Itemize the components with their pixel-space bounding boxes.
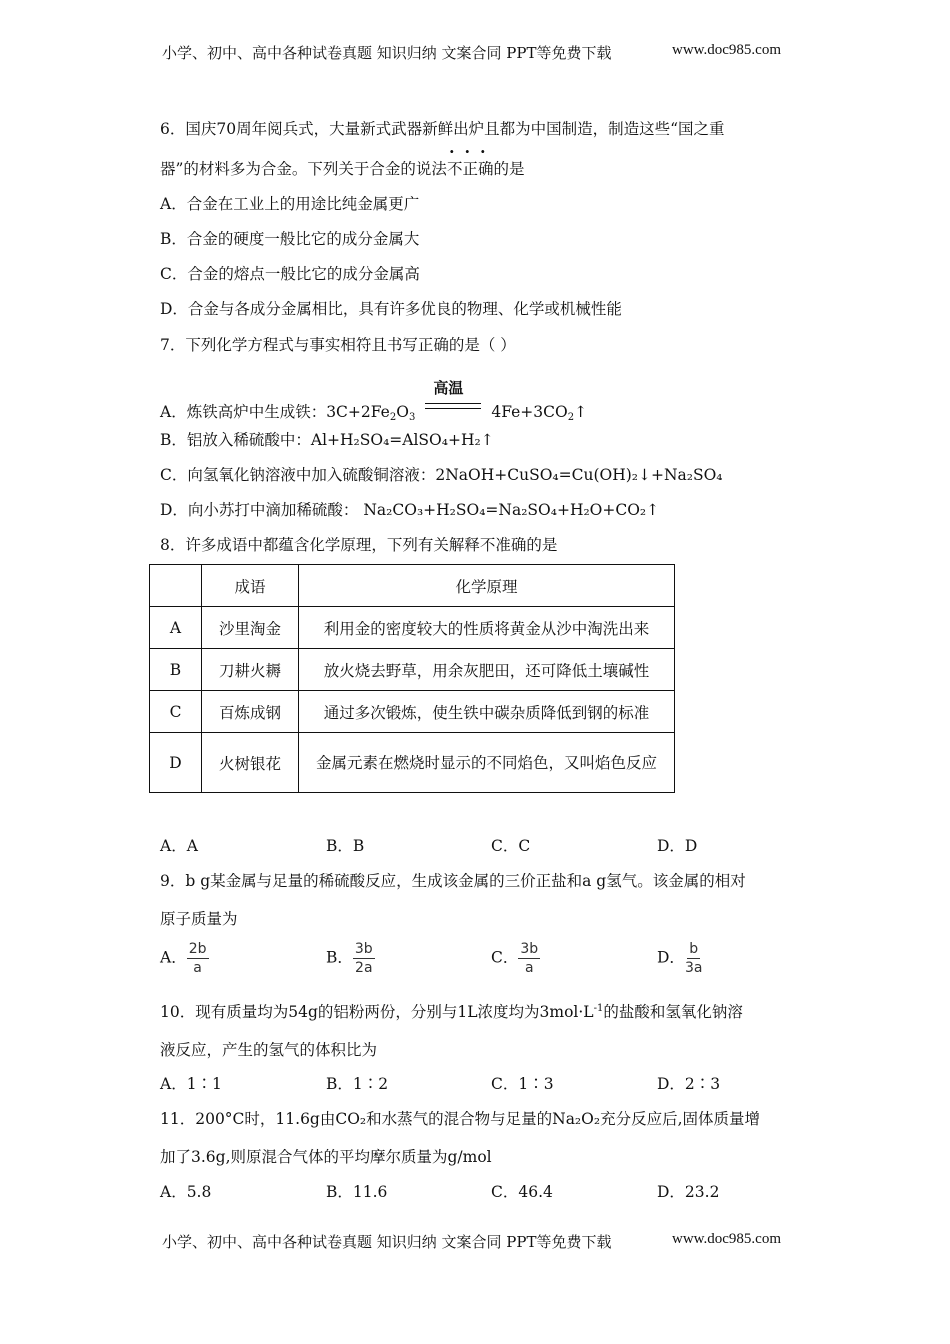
q10-line1-post: 的盐酸和氢氧化钠溶: [603, 1003, 743, 1021]
q8-option-c: C．C: [491, 837, 531, 855]
table-header-cell: 成语: [202, 565, 299, 607]
q7-option-d: D．向小苏打中滴加稀硫酸： Na₂CO₃+H₂SO₄=Na₂SO₄+H₂O+CO₂↑: [160, 501, 660, 519]
q10-line1: [160, 1000, 743, 1022]
numerator: 3b: [520, 941, 539, 957]
q8-option-b: B．B: [326, 837, 365, 855]
table-cell: 沙里淘金: [202, 607, 299, 649]
table-row: [150, 649, 675, 691]
q10-line2: 液反应，产生的氢气的体积比为: [160, 1041, 378, 1059]
footer-text: 小学、初中、高中各种试卷真题 知识归纳 文案合同 PPT等免费下载: [162, 1233, 612, 1251]
q11-line2: 加了3.6g,则原混合气体的平均摩尔质量为g/mol: [160, 1148, 492, 1166]
table-cell: [299, 733, 675, 793]
option-label: D．: [657, 948, 685, 967]
q8-stem: 8．许多成语中都蕴含化学原理，下列有关解释不准确的是: [160, 536, 558, 554]
q8-option-a: A．A: [160, 837, 198, 855]
q8-option-d: D．D: [657, 837, 698, 855]
table-cell: 利用金的密度较大的性质将黄金从沙中淘洗出来: [299, 607, 675, 649]
q11-option-c: C．46.4: [491, 1183, 553, 1201]
table-cell: A: [150, 607, 202, 649]
q6-emphasis: [447, 160, 494, 178]
table-cell: 通过多次锻炼，使生铁中碳杂质降低到钢的标准: [299, 691, 675, 733]
table-cell: B: [150, 649, 202, 691]
q6-line2-pre: 器”的材料多为合金。下列关于合金的说法: [160, 160, 447, 178]
q7-a-post: 4Fe+3CO: [491, 403, 568, 421]
table-row: [150, 607, 675, 649]
numerator: 3b: [354, 941, 373, 957]
q7-option-a: [160, 379, 588, 423]
emphasis-char: 确: [477, 160, 494, 178]
emphasis-char: 不: [446, 160, 463, 178]
table-cell: 刀耕火耨: [202, 649, 299, 691]
table-row: [150, 733, 675, 793]
q10-sup: -1: [593, 1003, 604, 1014]
table-cell: D: [150, 733, 202, 793]
emphasis-char: 正: [462, 160, 478, 178]
q7-option-b: B．铝放入稀硫酸中：Al+H₂SO₄=AlSO₄+H₂↑: [160, 431, 494, 449]
fraction: [187, 940, 209, 977]
table-cell: C: [150, 691, 202, 733]
q6-option-b: B．合金的硬度一般比它的成分金属大: [160, 230, 420, 248]
q9-option-a: [160, 940, 209, 977]
table-cell: 百炼成钢: [202, 691, 299, 733]
q6-option-a: A．合金在工业上的用途比纯金属更广: [160, 195, 420, 213]
q6-option-d: D．合金与各成分金属相比，具有许多优良的物理、化学或机械性能: [160, 300, 622, 318]
page-header: [162, 42, 792, 63]
numerator: b: [689, 941, 699, 957]
q7-option-c: C．向氢氧化钠溶液中加入硫酸铜溶液：2NaOH+CuSO₄=Cu(OH)₂↓+Na₂SO₄: [160, 466, 723, 484]
table-cell: 放火烧去野草，用余灰肥田，还可降低土壤碱性: [299, 649, 675, 691]
idiom-table: [149, 564, 675, 793]
denominator: a: [524, 960, 534, 976]
table-header-cell: 化学原理: [299, 565, 675, 607]
reaction-condition: [425, 379, 481, 423]
q6-line2: [160, 157, 525, 179]
q9-option-c: [491, 940, 540, 977]
q10-option-d: D．2∶3: [657, 1075, 721, 1093]
table-cell: 火树银花: [202, 733, 299, 793]
denominator: 3a: [684, 960, 703, 976]
header-site: www.doc985.com: [672, 42, 782, 58]
q10-option-c: C．1∶3: [491, 1075, 554, 1093]
table-cell-text: 金属元素在燃烧时显示的不同焰色，又叫焰色反应: [315, 753, 657, 772]
q6-option-c: C．合金的熔点一般比它的成分金属高: [160, 265, 420, 283]
fraction: [518, 940, 540, 977]
denominator: 2a: [355, 960, 373, 976]
q9-option-d: [657, 940, 702, 977]
denominator: a: [193, 960, 202, 976]
fraction: [685, 940, 703, 977]
footer-site: www.doc985.com: [672, 1231, 782, 1247]
q10-line1-pre: 10．现有质量均为54g的铝粉两份，分别与1L浓度均为3mol·L: [160, 1003, 594, 1021]
table-row: [150, 691, 675, 733]
q10-option-a: A．1∶1: [160, 1075, 222, 1093]
table-header-cell: [150, 565, 202, 607]
q11-line1: 11．200°C时，11.6g由CO₂和水蒸气的混合物与足量的Na₂O₂充分反应后,固体质量增: [160, 1110, 760, 1128]
q9-line2: 原子质量为: [160, 910, 238, 928]
page-footer: [162, 1231, 792, 1252]
option-label: A．: [160, 948, 187, 967]
q7-a-pre: A．炼铁高炉中生成铁：3C+2Fe: [160, 403, 390, 421]
q7-a-o: O: [396, 403, 409, 421]
table-header-row: [150, 565, 675, 607]
option-label: C．: [491, 948, 519, 967]
q11-option-a: A．5.8: [160, 1183, 212, 1201]
q7-a-sub1: 2: [389, 412, 397, 423]
header-text: 小学、初中、高中各种试卷真题 知识归纳 文案合同 PPT等免费下载: [162, 44, 612, 62]
q7-a-sub2: 3: [408, 412, 416, 423]
q9-option-b: [326, 940, 375, 977]
fraction: [353, 940, 375, 977]
q9-line1: 9．b g某金属与足量的稀硫酸反应，生成该金属的三价正盐和a g氢气。该金属的相对: [160, 872, 746, 890]
q7-stem: 7．下列化学方程式与事实相符且书写正确的是（ ）: [160, 336, 516, 354]
q7-a-arrow: ↑: [574, 403, 588, 421]
q11-option-d: D．23.2: [657, 1183, 720, 1201]
numerator: 2b: [188, 941, 207, 957]
q6-line1: 6．国庆70周年阅兵式，大量新式武器新鲜出炉且都为中国制造，制造这些“国之重: [160, 120, 725, 138]
q10-option-b: B．1∶2: [326, 1075, 389, 1093]
option-label: B．: [326, 948, 353, 967]
q11-option-b: B．11.6: [326, 1183, 388, 1201]
q6-line2-post: 的是: [493, 160, 525, 178]
q7-a-sub3: 2: [567, 412, 575, 423]
condition-label: 高温: [433, 379, 464, 397]
